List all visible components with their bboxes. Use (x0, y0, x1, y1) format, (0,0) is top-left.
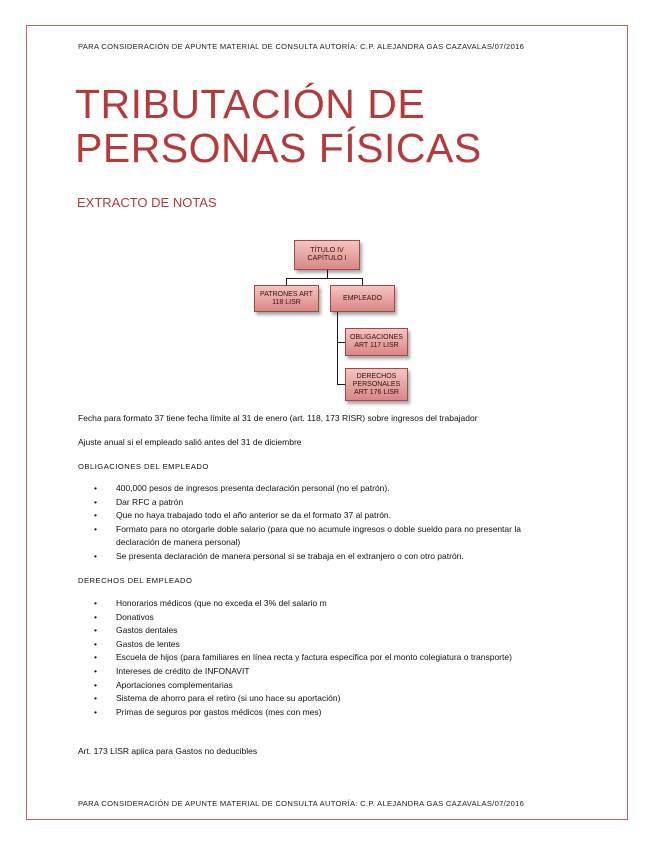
list-item: • Donativos (94, 611, 564, 625)
list-item: • Dar RFC a patrón (94, 496, 564, 510)
org-node-patrones-line1: PATRONES ART (260, 290, 313, 298)
org-node-patrones-line2: 118 LISR (272, 298, 301, 306)
title-line-1: TRIBUTACIÓN DE (75, 81, 426, 127)
org-node-empleado-line1: EMPLEADO (343, 294, 382, 302)
list-item: • Escuela de hijos (para familiares en línea recta y factura especifica por el monto colegiatura o transporte) (94, 651, 564, 665)
subtitle: EXTRACTO DE NOTAS (77, 195, 217, 210)
list-item: • Se presenta declaración de manera personal si se trabaja en el extranjero o con otro patrón. (94, 550, 564, 564)
closing-note: Art. 173 LISR aplica para Gastos no deducibles (78, 746, 258, 756)
connector-empleado-trunk (337, 312, 338, 384)
org-node-titulo-line1: TÍTULO IV (310, 247, 344, 254)
org-node-obligaciones-line1: OBLIGACIONES (350, 334, 403, 341)
list-item: • Gastos dentales (94, 624, 564, 638)
org-node-obligaciones-line2: ART 117 LISR (354, 342, 399, 349)
connector-root-down (327, 270, 328, 278)
list-item: • Honorarios médicos (que no exceda el 3% del salario m (94, 597, 564, 611)
derechos-list (94, 597, 564, 719)
list-item: • Formato para no otorgarle doble salario (para que no acumule ingresos o doble sueldo para no presentar la declaración de manera personal) (94, 523, 564, 550)
org-node-derechos (345, 368, 408, 401)
org-node-titulo (294, 240, 360, 270)
org-node-derechos-line1: DERECHOS (356, 372, 397, 380)
connector-to-patrones (286, 278, 287, 285)
page-footer: PARA CONSIDERACIÓN DE APUNTE MATERIAL DE CONSULTA AUTORÍA: C.P. ALEJANDRA GAS CAZAVALAS/07/2016 (78, 799, 525, 808)
list-item: • Aportaciones complementarias (94, 679, 564, 693)
connector-to-derechos (337, 384, 345, 385)
connector-horizontal (286, 278, 363, 279)
paragraph-formato-37: Fecha para formato 37 tiene fecha límite al 31 de enero (art. 118, 173 RISR) sobre ingresos del trabajador (78, 413, 478, 423)
list-item: • Gastos de lentes (94, 638, 564, 652)
org-node-empleado (330, 285, 395, 312)
list-item: • Que no haya trabajado todo el año anterior se da el formato 37 al patrón. (94, 509, 564, 523)
list-item: • Primas de seguros por gastos médicos (mes con mes) (94, 706, 564, 720)
list-item: • Intereses de crédito de INFONAVIT (94, 665, 564, 679)
derechos-heading: DERECHOS DEL EMPLEADO (78, 576, 193, 585)
obligaciones-list (94, 482, 564, 564)
org-node-titulo-line2: CAPÍTULO I (307, 255, 347, 262)
connector-to-obligaciones (337, 342, 345, 343)
title-line-2: PERSONAS FÍSICAS (75, 125, 482, 171)
page-title (75, 82, 482, 170)
org-node-patrones (254, 285, 319, 312)
list-item: • Sistema de ahorro para el retiro (si uno hace su aportación) (94, 692, 564, 706)
org-node-obligaciones (345, 328, 408, 356)
list-item: • 400,000 pesos de ingresos presenta declaración personal (no el patrón). (94, 482, 564, 496)
connector-to-empleado (362, 278, 363, 285)
page-header: PARA CONSIDERACIÓN DE APUNTE MATERIAL DE CONSULTA AUTORÍA: C.P. ALEJANDRA GAS CAZAVALAS/07/2016 (78, 42, 525, 51)
paragraph-ajuste-anual: Ajuste anual si el empleado salió antes del 31 de diciembre (78, 437, 302, 447)
org-node-derechos-line2: PERSONALES (352, 380, 401, 388)
obligaciones-heading: OBLIGACIONES DEL EMPLEADO (78, 462, 209, 471)
org-node-derechos-line3: ART 176 LISR (354, 388, 399, 396)
